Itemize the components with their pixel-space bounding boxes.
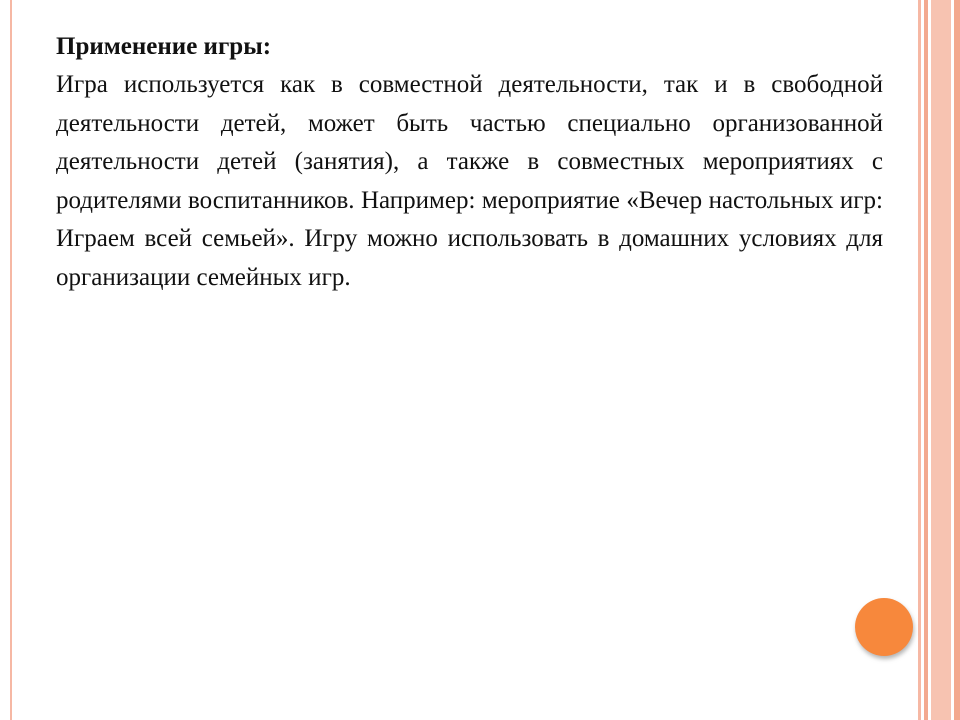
stripe-thin-2 <box>924 0 928 720</box>
slide-content <box>56 28 883 297</box>
orange-circle-decoration <box>855 598 913 656</box>
stripe-edge <box>954 0 960 720</box>
slide-heading: Применение игры: <box>56 33 272 60</box>
left-border-line <box>10 0 12 720</box>
right-decorative-stripes <box>918 0 960 720</box>
stripe-wide <box>931 0 951 720</box>
slide-body-text: Игра используется как в совместной деятельности, так и в свободной деятельности детей, может быть частью специально организованной деятельности детей (занятия), а также в совместных мероприятиях с родителями воспитанников. Например: мероприятие «Вечер настольных игр: Играем всей семьей». Игру можно использовать в домашних условиях для организации семейных игр. <box>56 71 883 291</box>
stripe-thin-1 <box>918 0 921 720</box>
